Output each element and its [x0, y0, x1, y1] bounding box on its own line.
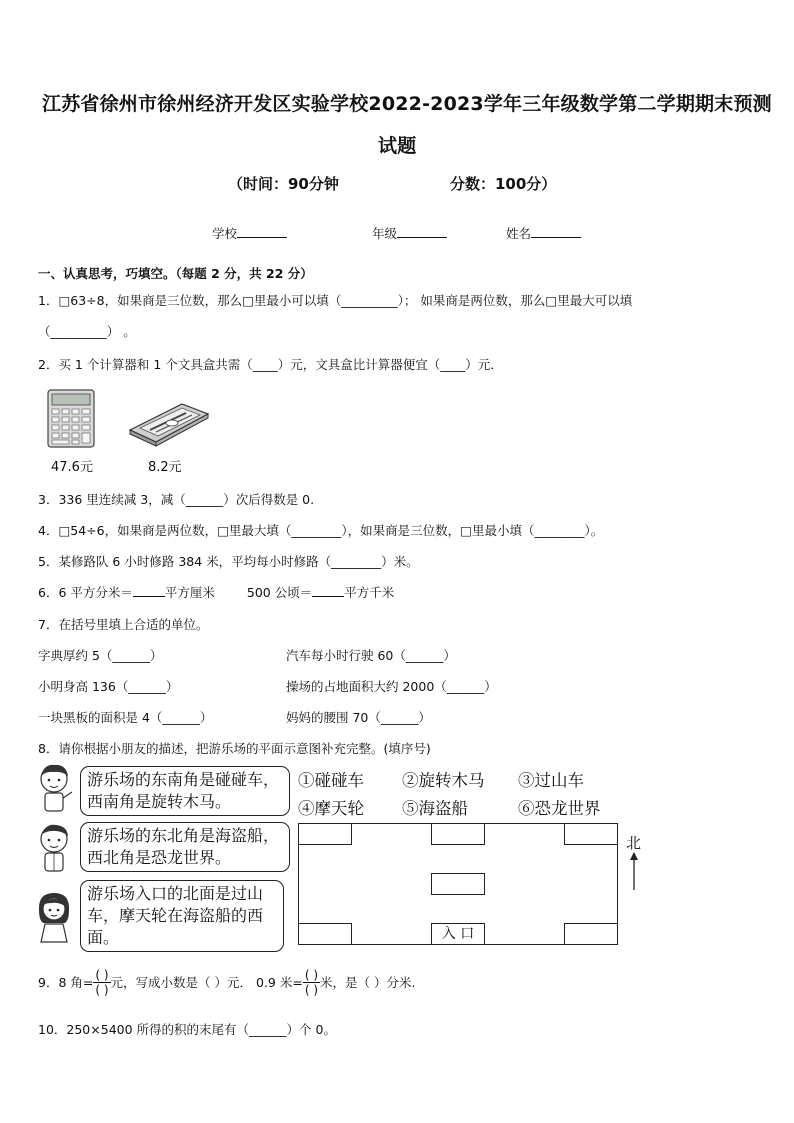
time-info: （时间：90分钟: [228, 175, 339, 193]
name-label: 姓名: [506, 226, 532, 241]
grade-field: [372, 224, 447, 242]
q6-part2-pre: 500 公顷＝: [246, 585, 313, 600]
question-6: [38, 583, 394, 601]
speech-bubble-2: 游乐场的东北角是海盗船，西北角是恐龙世界。: [80, 822, 290, 872]
grade-label: 年级: [372, 226, 398, 241]
calculator-price: 47.6元: [51, 460, 93, 475]
map-slot-center[interactable]: [431, 873, 485, 895]
section-heading: 一、认真思考，巧填空。（每题 2 分，共 22 分）: [38, 266, 313, 281]
map-slot-southwest[interactable]: [298, 923, 352, 945]
q7-item: 一块黑板的面积是 4（______）: [38, 710, 213, 725]
q9-part1: 9．8 角=: [38, 975, 94, 990]
question-1-line1: 1．□63÷8，如果商是三位数，那么□里最小可以填（_________）； 如果商是两位数，那么□里最大可以填: [38, 293, 633, 308]
map-slot-north-center[interactable]: [431, 823, 485, 845]
q6-blank-1[interactable]: [133, 585, 165, 597]
boy-1-icon: [34, 762, 76, 814]
girl-icon: [34, 890, 76, 946]
school-field: [212, 224, 287, 242]
north-label: 北: [626, 834, 642, 852]
option-ferris-wheel: ④摩天轮: [298, 799, 364, 818]
pencil-case-price: 8.2元: [148, 460, 182, 475]
question-1-line2: （_________） 。: [38, 324, 136, 339]
q9-part3: 米，是（ ）分米.: [320, 975, 416, 990]
q6-part2-post: 平方千米: [344, 585, 395, 600]
question-3: 3．336 里连续减 3，减（______）次后得数是 0.: [38, 492, 315, 507]
question-8: 8．请你根据小朋友的描述，把游乐场的平面示意图补充完整。(填序号): [38, 741, 431, 756]
grade-blank[interactable]: [397, 226, 447, 238]
q6-part1-pre: 6．6 平方分米＝: [38, 585, 133, 600]
option-dinosaur-world: ⑥恐龙世界: [518, 799, 601, 818]
q9-fraction-2[interactable]: $\frac{( )}{( )}$: [304, 967, 319, 997]
speech-bubble-3: 游乐场入口的北面是过山车，摩天轮在海盗船的西面。: [80, 880, 284, 952]
school-blank[interactable]: [237, 226, 287, 238]
pencil-case-image: [126, 400, 212, 448]
score-info: 分数：100分）: [450, 175, 557, 193]
page-title-line2: 试题: [378, 135, 417, 157]
option-carousel: ②旋转木马: [402, 771, 485, 790]
speech-bubble-1: 游乐场的东南角是碰碰车，西南角是旋转木马。: [80, 766, 290, 816]
calculator-image: [46, 388, 98, 450]
question-4: 4．□54÷6，如果商是两位数，□里最大填（________），如果商是三位数，□里最小填（________）。: [38, 523, 604, 538]
option-roller-coaster: ③过山车: [518, 771, 584, 790]
page-title-line1: 江苏省徐州市徐州经济开发区实验学校2022-2023学年三年级数学第二学期期末预测: [42, 93, 772, 115]
name-field: [506, 224, 581, 242]
map-entrance: [431, 923, 485, 945]
map-slot-northeast[interactable]: [564, 823, 618, 845]
q9-part2: 元，写成小数是（ ）元． 0.9 米=: [110, 975, 303, 990]
question-2: 2．买 1 个计算器和 1 个文具盒共需（____）元，文具盒比计算器便宜（____）元．: [38, 357, 503, 372]
q6-part1-post: 平方厘米: [164, 585, 215, 600]
q7-item: 字典厚约 5（______）: [38, 648, 163, 663]
boy-2-icon: [34, 822, 76, 874]
north-arrow-icon: [628, 852, 640, 892]
map-slot-northwest[interactable]: [298, 823, 352, 845]
option-bumper-cars: ①碰碰车: [298, 771, 364, 790]
option-pirate-ship: ⑤海盗船: [402, 799, 468, 818]
entrance-label: 入 口: [441, 926, 475, 942]
question-7: 7．在括号里填上合适的单位。: [38, 617, 209, 632]
q6-blank-2[interactable]: [312, 585, 344, 597]
school-label: 学校: [212, 226, 238, 241]
q7-item: 汽车每小时行驶 60（______）: [286, 648, 456, 663]
question-10: 10．250×5400 所得的积的末尾有（______）个 0。: [38, 1022, 336, 1037]
q7-item: 妈妈的腰围 70（______）: [286, 710, 431, 725]
question-5: 5．某修路队 6 小时修路 384 米，平均每小时修路（________）米。: [38, 554, 419, 569]
q7-item: 小明身高 136（______）: [38, 679, 179, 694]
q7-item: 操场的占地面积大约 2000（______）: [286, 679, 497, 694]
q9-fraction-1[interactable]: $\frac{( )}{( )}$: [95, 967, 109, 997]
map-slot-southeast[interactable]: [564, 923, 618, 945]
name-blank[interactable]: [531, 226, 581, 238]
question-9: [38, 962, 415, 1002]
